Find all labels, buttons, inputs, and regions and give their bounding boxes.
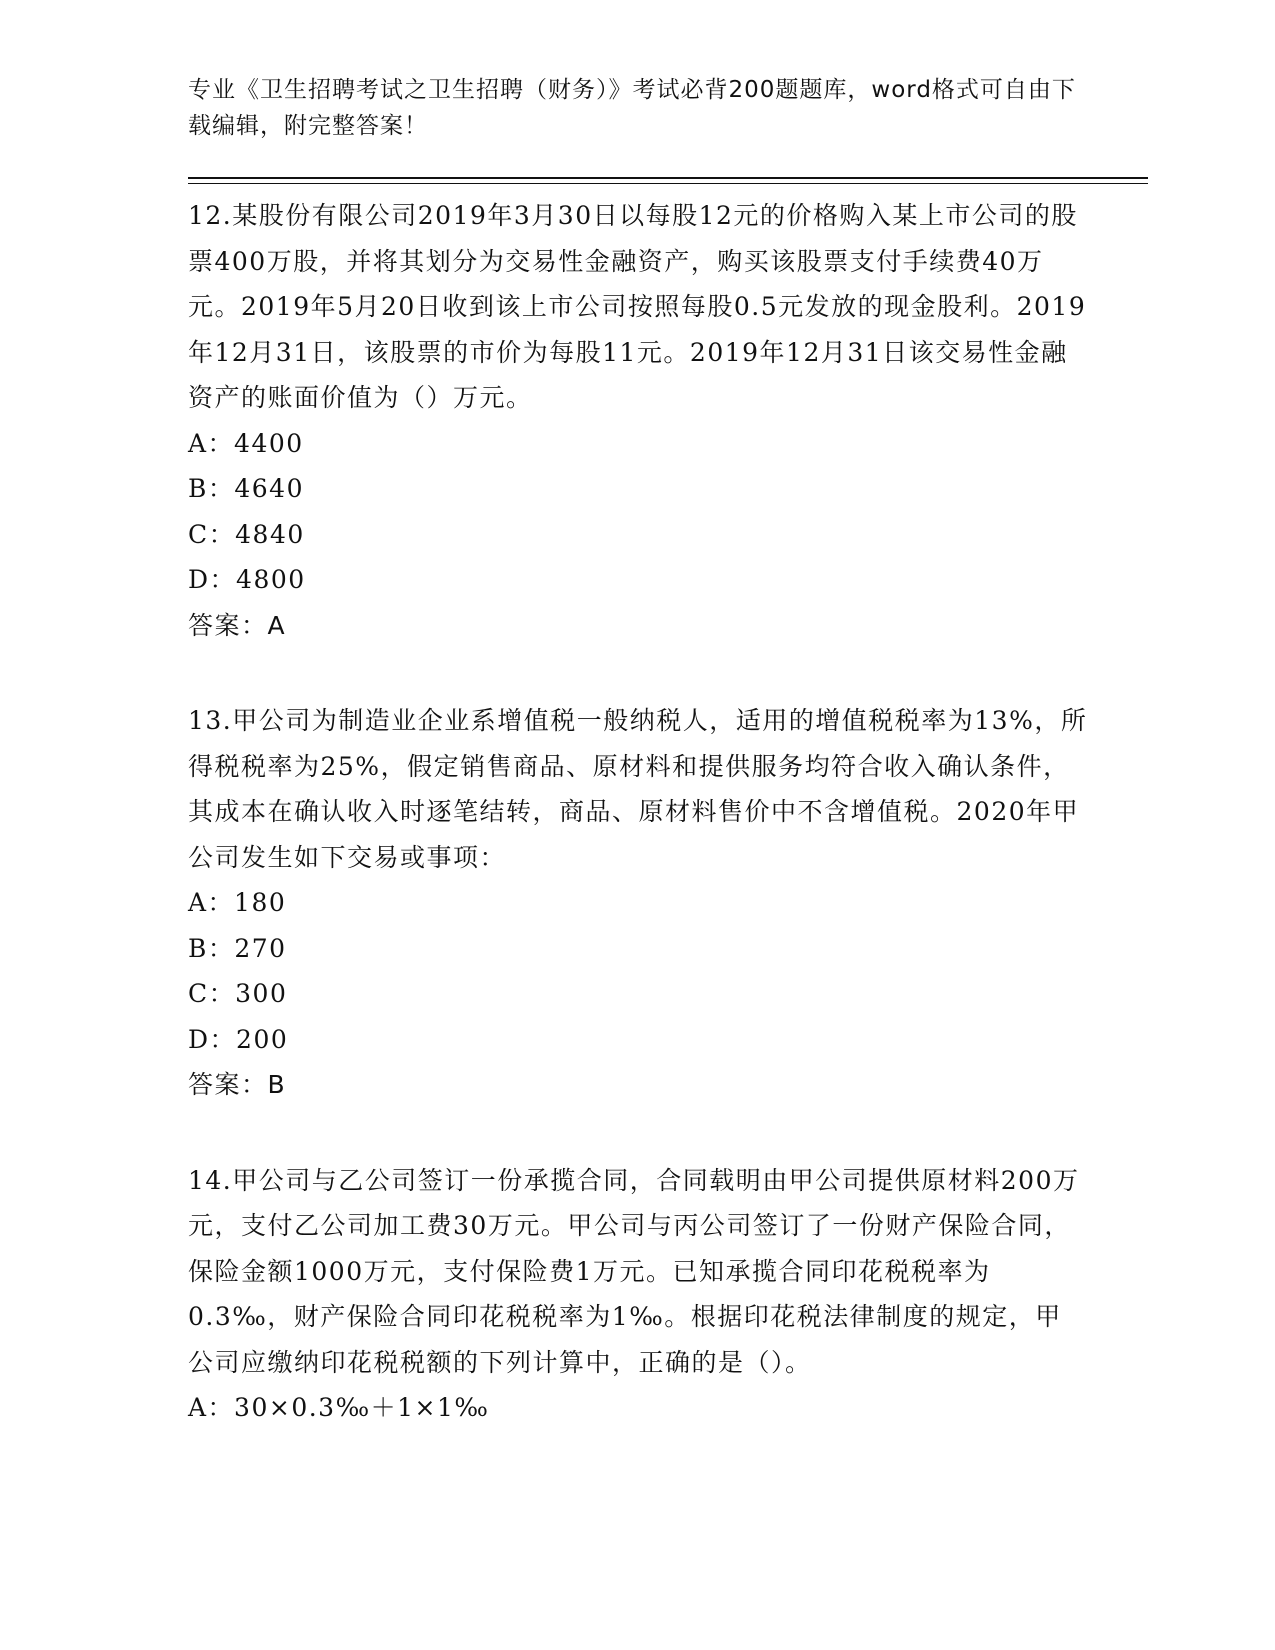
answer-line: 答案：A <box>188 610 287 640</box>
option-b: B：4640 <box>188 474 304 503</box>
question-14 <box>188 1158 1088 1431</box>
question-13 <box>188 698 1088 1108</box>
question-stem: 12.某股份有限公司2019年3月30日以每股12元的价格购入某上市公司的股票400万股，并将其划分为交易性金融资产，购买该股票支付手续费40万元。2019年5月20日收到该上市公司按照每股0.5元发放的现金股利。2019年12月31日，该股票的市价为每股11元。2019年12月31日该交易性金融资产的账面价值为（）万元。 <box>188 201 1087 412</box>
option-a: A：180 <box>188 888 287 917</box>
option-d: D：4800 <box>188 565 306 594</box>
header-divider-thin <box>188 183 1148 184</box>
option-a: A：4400 <box>188 428 304 458</box>
document-header: 专业《卫生招聘考试之卫生招聘（财务）》考试必背200题题库，word格式可自由下载编辑，附完整答案！ <box>188 77 1076 139</box>
header-divider-thick <box>188 177 1148 179</box>
question-list <box>188 193 1088 1481</box>
question-stem: 14.甲公司与乙公司签订一份承揽合同，合同载明由甲公司提供原材料200万元，支付乙公司加工费30万元。甲公司与丙公司签订了一份财产保险合同，保险金额1000万元，支付保险费1万元。已知承揽合同印花税税率为0.3‰，财产保险合同印花税税率为1‰。根据印花税法律制度的规定，甲公司应缴纳印花税税额的下列计算中，正确的是（）。 <box>188 1165 1080 1377</box>
option-a: A：30×0.3‰＋1×1‰ <box>188 1393 490 1422</box>
question-stem: 13.甲公司为制造业企业系增值税一般纳税人，适用的增值税税率为13%，所得税税率为25%，假定销售商品、原材料和提供服务均符合收入确认条件，其成本在确认收入时逐笔结转，商品、原材料售价中不含增值税。2020年甲公司发生如下交易或事项： <box>188 706 1088 872</box>
option-c: C：4840 <box>188 519 305 549</box>
answer-line: 答案：B <box>188 1070 287 1099</box>
option-c: C：300 <box>188 979 288 1008</box>
option-b: B：270 <box>188 933 287 963</box>
option-d: D：200 <box>188 1024 289 1054</box>
question-12 <box>188 193 1088 648</box>
